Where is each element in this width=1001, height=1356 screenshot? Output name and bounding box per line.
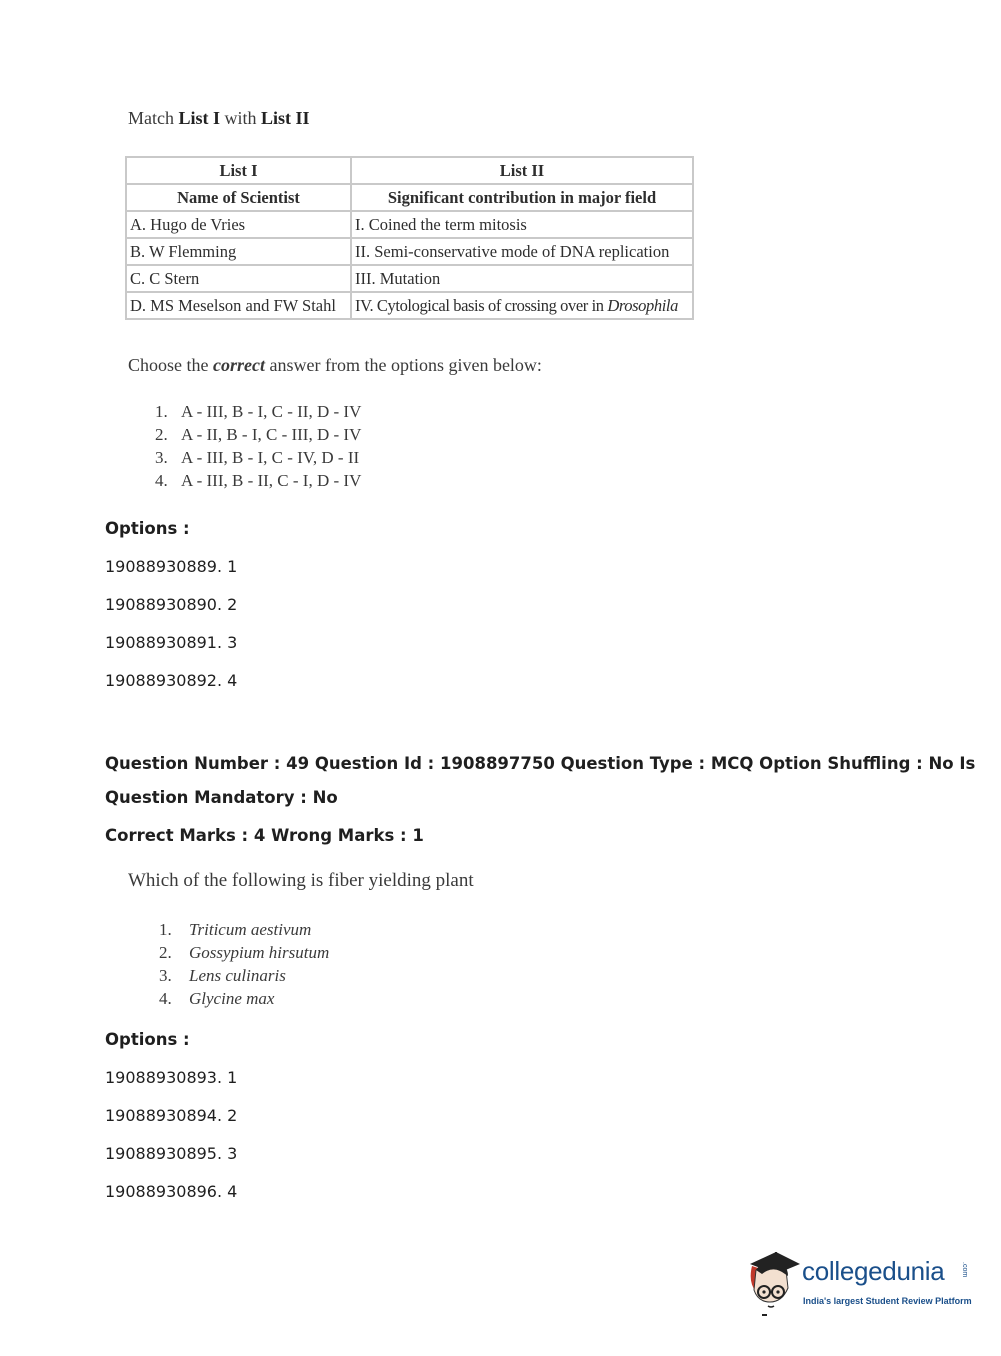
table-subheader-row xyxy=(126,184,693,211)
options-label: Options : xyxy=(105,1030,190,1049)
collegedunia-logo[interactable] xyxy=(742,1248,972,1318)
q48-choice-list xyxy=(155,400,361,492)
option-line: 19088930889. 1 xyxy=(105,557,238,576)
list-item: 4. A - III, B - II, C - I, D - IV xyxy=(155,471,362,490)
table-cell: B. W Flemming xyxy=(126,238,351,265)
table-cell: D. MS Meselson and FW Stahl xyxy=(126,292,351,319)
mascot-icon xyxy=(742,1248,802,1318)
choose-instruction: Choose the correct answer from the options given below: xyxy=(128,355,542,375)
logo-tagline: India's largest Student Review Platform xyxy=(803,1296,972,1306)
list-item: 2. A - II, B - I, C - III, D - IV xyxy=(155,425,362,444)
table-cell: III. Mutation xyxy=(351,265,693,292)
table-row xyxy=(126,292,693,319)
table-cell: IV. Cytological basis of crossing over in Drosophila xyxy=(351,292,693,319)
table-cell: A. Hugo de Vries xyxy=(126,211,351,238)
table-cell: I. Coined the term mitosis xyxy=(351,211,693,238)
list-item: 2. Gossypium hirsutum xyxy=(159,943,330,962)
table-header-cell: List I xyxy=(126,157,351,184)
table-header-row xyxy=(126,157,693,184)
table-cell: II. Semi-conservative mode of DNA replication xyxy=(351,238,693,265)
option-line: 19088930894. 2 xyxy=(105,1106,238,1125)
list-item: 1. Triticum aestivum xyxy=(159,920,312,939)
option-line: 19088930892. 4 xyxy=(105,671,238,690)
question-header: Question Number : 49 Question Id : 1908897750 Question Type : MCQ Option Shuffling : No Is xyxy=(105,754,976,773)
option-line: 19088930895. 3 xyxy=(105,1144,238,1163)
list-item: 3. Lens culinaris xyxy=(159,966,286,985)
q49-choice-list xyxy=(159,918,329,1010)
logo-wordmark: collegedunia xyxy=(802,1256,945,1286)
options-label: Options : xyxy=(105,519,190,538)
list-item: 4. Glycine max xyxy=(159,989,275,1008)
logo-suffix: .com xyxy=(961,1262,968,1278)
match-table xyxy=(125,156,694,320)
option-line: 19088930890. 2 xyxy=(105,595,238,614)
match-instruction: Match List I with List II xyxy=(128,108,310,128)
list-item: 1. A - III, B - I, C - II, D - IV xyxy=(155,402,362,421)
option-line: 19088930891. 3 xyxy=(105,633,238,652)
table-row xyxy=(126,265,693,292)
table-subheader-cell: Name of Scientist xyxy=(126,184,351,211)
table-header-cell: List II xyxy=(351,157,693,184)
option-line: 19088930893. 1 xyxy=(105,1068,238,1087)
table-subheader-cell: Significant contribution in major field xyxy=(351,184,693,211)
table-row xyxy=(126,238,693,265)
question-text: Which of the following is fiber yielding plant xyxy=(128,870,474,891)
marks-line: Correct Marks : 4 Wrong Marks : 1 xyxy=(105,826,424,845)
table-row xyxy=(126,211,693,238)
list-item: 3. A - III, B - I, C - IV, D - II xyxy=(155,448,360,467)
table-cell: C. C Stern xyxy=(126,265,351,292)
option-line: 19088930896. 4 xyxy=(105,1182,238,1201)
question-mandatory: Question Mandatory : No xyxy=(105,788,338,807)
